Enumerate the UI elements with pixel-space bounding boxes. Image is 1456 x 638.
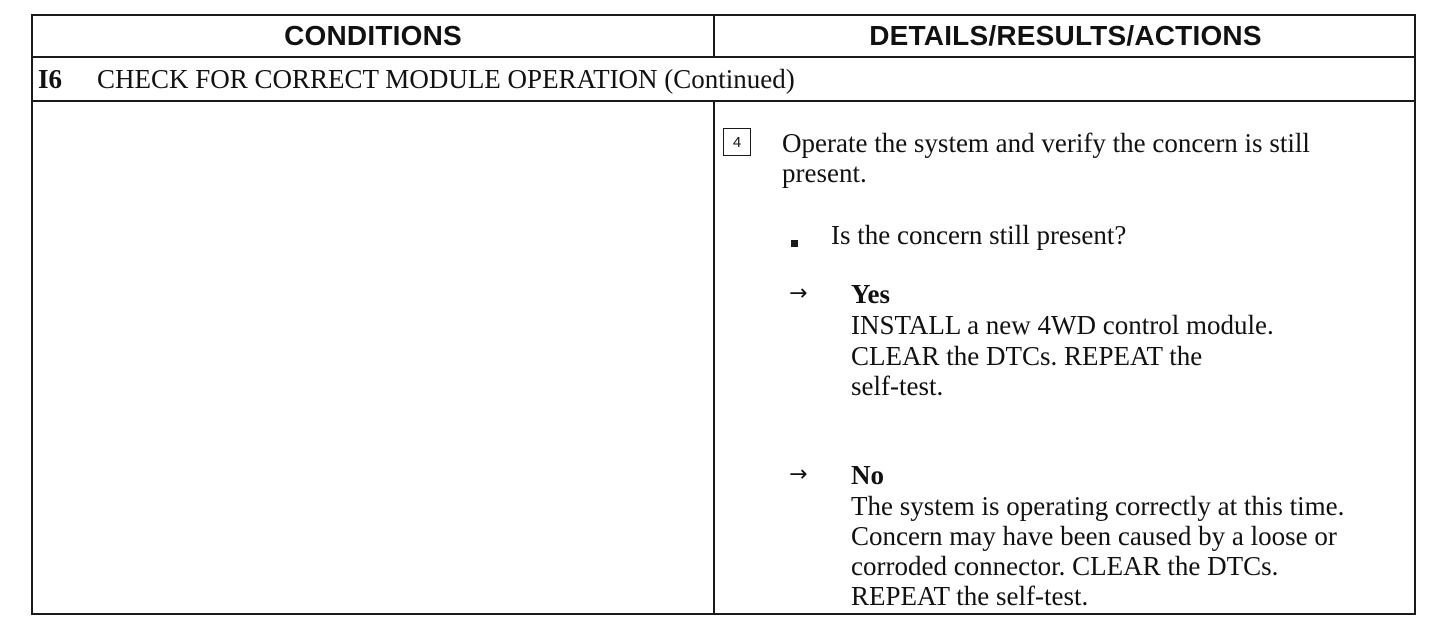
no-line-2: Concern may have been caused by a loose or <box>851 521 1337 551</box>
no-arrow-icon: → <box>789 462 808 487</box>
yes-arrow-icon: → <box>789 281 808 306</box>
question-bullet <box>791 240 798 247</box>
yes-line-1: INSTALL a new 4WD control module. <box>851 310 1274 340</box>
no-label: No <box>851 460 884 490</box>
no-line-4: REPEAT the self-test. <box>851 581 1089 611</box>
step-id: I6 <box>38 64 63 94</box>
step-title: CHECK FOR CORRECT MODULE OPERATION (Continued) <box>97 64 795 94</box>
action-text-line-1: Operate the system and verify the concern is still <box>782 128 1310 158</box>
yes-label: Yes <box>851 279 890 309</box>
diagnostic-table <box>31 14 1416 615</box>
table-header-row <box>33 16 1414 58</box>
body-column-divider <box>713 102 715 615</box>
no-line-1: The system is operating correctly at this time. <box>851 491 1345 521</box>
no-line-3: corroded connector. CLEAR the DTCs. <box>851 551 1279 581</box>
conditions-header: CONDITIONS <box>284 20 462 51</box>
question-text: Is the concern still present? <box>831 220 1127 250</box>
details-header: DETAILS/RESULTS/ACTIONS <box>869 20 1262 51</box>
action-number-box: 4 <box>723 128 751 156</box>
yes-line-2: CLEAR the DTCs. REPEAT the <box>851 341 1203 371</box>
action-text-line-2: present. <box>782 158 867 188</box>
step-title-row <box>33 58 1414 102</box>
yes-line-3: self-test. <box>851 371 944 401</box>
